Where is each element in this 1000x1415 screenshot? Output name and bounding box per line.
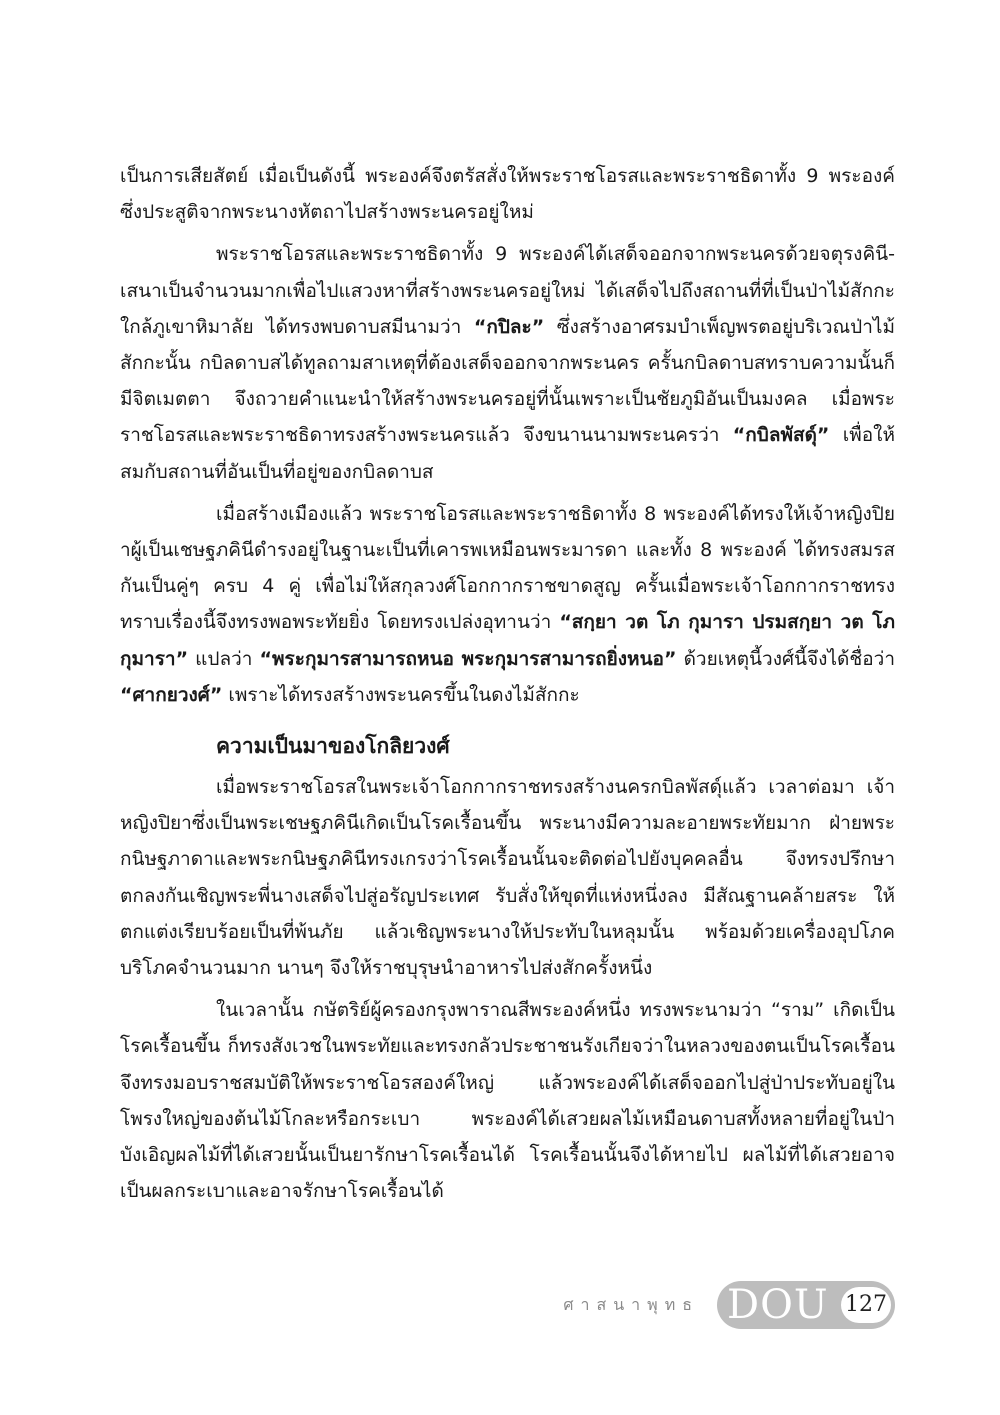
text-segment: ในเวลานั้น กษัตริย์ผู้ครองกรุงพาราณสีพระองค์หนึ่ง ทรงพระนามว่า “ราม” เกิดเป็นโรคเรื้อนขึ้น ก็ทรงสังเวชในพระทัยและทรงกลัวประชาชนรังเกียจว่าในหลวงของตนเป็นโรคเรื้อน จึงทรงมอบราชสมบัติให้พระราชโอรสองค์ใหญ่ แล้วพระองค์ได้เสด็จออกไปสู่ป่าประทับอยู่ในโพรงใหญ่ของต้นไม้โกละหรือกระเบา พระองค์ได้เสวยผลไม้เหมือนดาบสทั้งหลายที่อยู่ในป่า บังเอิญผลไม้ที่ได้เสวยนั้นเป็นยารักษาโรคเรื้อนได้ โรคเรื้อนนั้นจึงได้หายไป ผลไม้ที่ได้เสวยอาจเป็นผลกระเบาและอาจรักษาโรคเรื้อนได้ — [120, 999, 895, 1203]
paragraphs-after-heading — [120, 769, 895, 1209]
logo-text: DOU — [727, 1282, 829, 1328]
text-segment: ซึ่งสร้างอาศรมบำเพ็ญพรตอยู่บริเวณป่าไม้สักกะนั้น กบิลดาบสได้ทูลถามสาเหตุที่ต้องเสด็จออกจากพระนคร ครั้นกบิลดาบสทราบความนั้นก็มีจิตเมตตา จึงถวายคำแนะนำให้สร้างพระนครอยู่ที่นั้นเพราะเป็นชัยภูมิอันเป็นมงคล เมื่อพระราชโอรสและพระราชธิดาทรงสร้างพระนครแล้ว จึงขนานนามพระนครว่า — [120, 315, 895, 447]
bold-text-segment: “กบิลพัสดุ์” — [732, 424, 830, 447]
page-number: 127 — [841, 1287, 891, 1323]
body-text — [120, 158, 895, 1209]
paragraph — [120, 236, 895, 489]
bold-text-segment: “กปิละ” — [473, 315, 545, 338]
text-segment: เมื่อสร้างเมืองแล้ว พระราชโอรสและพระราชธิดาทั้ง 8 พระองค์ได้ทรงให้เจ้าหญิงปิยาผู้เป็นเชษฐภคินีดำรงอยู่ในฐานะเป็นที่เคารพเหมือนพระมารดา และทั้ง 8 พระองค์ ได้ทรงสมรสกันเป็นคู่ๆ ครบ 4 คู่ เพื่อไม่ให้สกุลวงศ์โอกกากราชขาดสูญ ครั้นเมื่อพระเจ้าโอกกากราชทรงทราบเรื่องนี้จึงทรงพอพระทัยยิ่ง โดยทรงเปล่งอุทานว่า — [120, 502, 895, 634]
page-footer — [563, 1281, 895, 1329]
text-segment: พระราชโอรสและพระราชธิดาทั้ง 9 พระองค์ได้เสด็จออกจากพระนครด้วยจตุรงคินี-เสนาเป็นจำนวนมากเพื่อไปแสวงหาที่สร้างพระนครอยู่ใหม่ ได้เสด็จไปถึงสถานที่ที่เป็นป่าไม้สักกะใกล้ภูเขาหิมาลัย ได้ทรงพบดาบสมีนามว่า — [120, 243, 895, 338]
bold-text-segment: “ศากยวงศ์” — [120, 683, 223, 706]
text-segment: เพื่อให้สมกับสถานที่อันเป็นที่อยู่ของกบิลดาบส — [120, 424, 895, 483]
paragraph — [120, 158, 895, 230]
section-heading: ความเป็นมาของโกลิยวงศ์ — [216, 734, 450, 759]
text-segment: เมื่อพระราชโอรสในพระเจ้าโอกกากราชทรงสร้างนครกบิลพัสดุ์แล้ว เวลาต่อมา เจ้าหญิงปิยาซึ่งเป็นพระเชษฐภคินีเกิดเป็นโรคเรื้อนขึ้น พระนางมีความละอายพระทัยมาก ฝ่ายพระกนิษฐภาดาและพระกนิษฐภคินีทรงเกรงว่าโรคเรื้อนนั้นจะติดต่อไปยังบุคคลอื่น จึงทรงปรึกษาตกลงกันเชิญพระพี่นางเสด็จไปสู่อรัญประเทศ รับสั่งให้ขุดที่แห่งหนึ่งลง มีสัณฐานคล้ายสระ ให้ตกแต่งเรียบร้อยเป็นที่พ้นภัย แล้วเชิญพระนางให้ประทับในหลุมนั้น พร้อมด้วยเครื่องอุปโภคบริโภคจำนวนมาก นานๆ จึงให้ราชบุรุษนำอาหารไปส่งสักครั้งหนึ่ง — [120, 776, 895, 980]
text-segment: แปลว่า — [188, 647, 260, 670]
paragraphs-before-heading — [120, 158, 895, 713]
dou-logo — [717, 1281, 895, 1329]
paragraph — [120, 769, 895, 986]
text-segment: เป็นการเสียสัตย์ เมื่อเป็นดังนี้ พระองค์จึงตรัสสั่งให้พระราชโอรสและพระราชธิดาทั้ง 9 พระองค์ ซึ่งประสูติจากพระนางหัตถาไปสร้างพระนครอยู่ใหม่ — [120, 165, 895, 224]
paragraph — [120, 992, 895, 1209]
bold-text-segment: “สกฺยา วต โภ กุมารา ปรมสกฺยา วต โภ กุมารา” — [120, 611, 895, 670]
footer-subject-label: ศาสนาพุทธ — [563, 1294, 699, 1314]
paragraph — [120, 496, 895, 713]
text-segment: เพราะได้ทรงสร้างพระนครขึ้นในดงไม้สักกะ — [222, 683, 580, 706]
bold-text-segment: “พระกุมารสามารถหนอ พระกุมารสามารถยิ่งหนอ” — [259, 647, 677, 670]
text-segment: ด้วยเหตุนี้วงศ์นี้จึงได้ชื่อว่า — [676, 647, 895, 670]
